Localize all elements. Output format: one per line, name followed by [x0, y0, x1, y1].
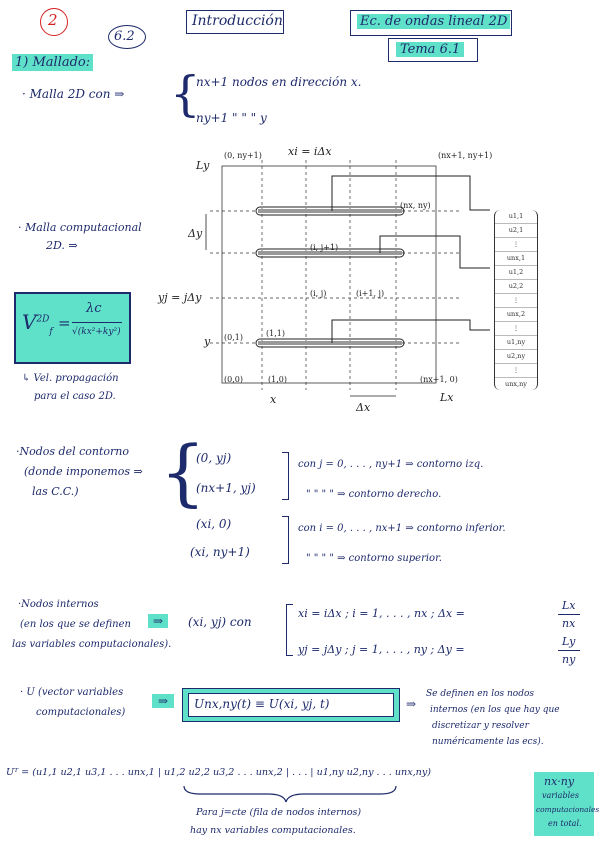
xi-definition: xi = iΔx ; i = 1, . . . , nx ; Δx =: [298, 607, 465, 620]
computational-vector: [494, 210, 538, 390]
contour-pair-1: (0, yj): [196, 451, 232, 465]
section-number-text: 6.2: [114, 29, 135, 44]
intro-title: Introducción: [192, 13, 283, 29]
ny-nodes-line: ny+1 " " " y: [196, 111, 267, 125]
node-01: (0,1): [224, 333, 243, 342]
node-10: (1,0): [268, 375, 287, 384]
ly-label: Ly: [196, 159, 210, 172]
velocity-num: λc: [86, 301, 102, 316]
internal-pair: (xi, yj) con: [188, 615, 252, 629]
vel-note-2: para el caso 2D.: [34, 391, 116, 402]
contour-label-2: (donde imponemos ⇒: [24, 465, 143, 478]
u-note-4: numéricamente las ecs).: [432, 737, 544, 747]
vector-item: u1,2: [495, 266, 537, 280]
bracket-1: [282, 452, 289, 500]
page-title: Ec. de ondas lineal 2D: [357, 14, 510, 29]
internal-label-2: (en los que se definen: [20, 619, 131, 630]
contour-pair-4: (xi, ny+1): [190, 545, 250, 559]
velocity-den: √(kx²+ky²): [72, 327, 121, 337]
vel-note-1: ↳ Vel. propagación: [22, 373, 119, 384]
vector-item: u2,2: [495, 280, 537, 294]
total-vars-4: en total.: [548, 819, 582, 828]
bracket-2: [282, 516, 289, 564]
nx-nodes-line: nx+1 nodos en dirección x.: [196, 75, 362, 89]
xi-label: xi = iΔx: [288, 145, 332, 158]
node-nx1-0: (nx+1, 0): [420, 375, 458, 384]
node-ijp1: (i, j+1): [310, 243, 339, 252]
x-label: x: [270, 393, 277, 406]
node-i1j: (i+1, j): [356, 289, 385, 298]
delta-y-label: Δy: [188, 227, 203, 240]
node-ij: (i, j): [310, 289, 327, 298]
u-definition: Unx,ny(t) ≡ U(xi, yj, t): [194, 697, 330, 711]
left-brace-2: {: [160, 430, 206, 514]
xi-frac-den: nx: [562, 617, 576, 630]
ut-expression: Uᵀ = (u1,1 u2,1 u3,1 . . . unx,1 | u1,2 u2,2 u3,2 . . . unx,2 | . . . | u1,ny u2,ny . . . unx,ny): [6, 767, 432, 778]
contour-desc-2: " " " " ⇒ contorno derecho.: [306, 489, 442, 500]
u-label-2: computacionales): [36, 707, 126, 718]
u-note-2: internos (en los que hay que: [430, 705, 560, 715]
vector-item: ⋮: [495, 322, 537, 336]
u-arrow-box: ⇒: [152, 694, 174, 708]
malla-comp-label-2: 2D. ⇒: [46, 239, 78, 252]
vector-item: ⋮: [495, 294, 537, 308]
bracket-3: [286, 604, 293, 656]
lx-label: Lx: [440, 391, 454, 404]
contour-pair-2: (nx+1, yj): [196, 481, 256, 495]
node-nx1-ny1: (nx+1, ny+1): [438, 151, 493, 160]
mallado-heading-text: 1) Mallado:: [12, 54, 93, 71]
node-0-ny1: (0, ny+1): [224, 151, 262, 160]
brace-note-1: Para j=cte (fila de nodos internos): [196, 807, 362, 818]
node-11: (1,1): [266, 329, 285, 338]
vector-item: u2,ny: [495, 350, 537, 364]
internal-label-1: ·Nodos internos: [18, 599, 99, 610]
contour-desc-4: " " " " ⇒ contorno superior.: [306, 553, 442, 564]
yj-frac-line: [558, 650, 580, 651]
internal-arrow: ⇒: [148, 614, 168, 628]
vector-item: unx,2: [495, 308, 537, 322]
vector-item: unx,ny: [505, 380, 527, 388]
u-note-3: discretizar y resolver: [432, 721, 529, 731]
vector-item: unx,1: [495, 252, 537, 266]
vector-item: u1,ny: [495, 336, 537, 350]
velocity-sup: 2D: [36, 314, 50, 325]
yj-definition: yj = jΔy ; j = 1, . . . , ny ; Δy =: [298, 643, 465, 656]
contour-label-1: ·Nodos del contorno: [16, 445, 129, 458]
u-note-arrow: ⇒: [406, 697, 417, 711]
brace-note-2: hay nx variables computacionales.: [190, 825, 356, 836]
vector-item: u1,1: [495, 210, 537, 224]
u-note-1: Se definen en los nodos: [426, 689, 534, 699]
y-label: y: [204, 335, 211, 348]
tema-label: Tema 6.1: [396, 42, 464, 57]
malla-comp-label-1: · Malla computacional: [18, 221, 142, 234]
xi-frac-line: [558, 614, 580, 615]
malla2d-label: · Malla 2D con ⇒: [22, 87, 125, 101]
node-nxny: (nx, ny): [400, 201, 431, 210]
velocity-sub: f: [49, 327, 53, 337]
yj-frac-den: ny: [562, 653, 576, 666]
contour-pair-3: (xi, 0): [196, 517, 232, 531]
velocity-v: V: [22, 310, 37, 334]
contour-label-3: las C.C.): [32, 485, 79, 498]
node-00: (0,0): [224, 375, 243, 384]
delta-x-label: Δx: [356, 401, 371, 414]
circled-number-2-text: 2: [48, 11, 58, 29]
total-vars-1: nx·ny: [544, 775, 575, 788]
contour-desc-1: con j = 0, . . . , ny+1 ⇒ contorno izq.: [298, 459, 484, 470]
vector-item: ⋮: [495, 238, 537, 252]
total-vars-3: computacionales: [536, 805, 600, 814]
xi-frac-num: Lx: [562, 599, 576, 612]
velocity-eq: =: [58, 314, 71, 332]
yj-frac-num: Ly: [562, 635, 576, 648]
yj-label: yj = jΔy: [158, 291, 202, 304]
internal-label-3: las variables computacionales).: [12, 639, 172, 650]
total-vars-2: variables: [542, 791, 579, 800]
contour-desc-3: con i = 0, . . . , nx+1 ⇒ contorno inferior.: [298, 523, 506, 534]
u-label-1: · U (vector variables: [20, 687, 124, 698]
vector-item: ⋮: [495, 364, 537, 378]
vector-item: u2,1: [495, 224, 537, 238]
left-brace-1: {: [170, 66, 201, 122]
